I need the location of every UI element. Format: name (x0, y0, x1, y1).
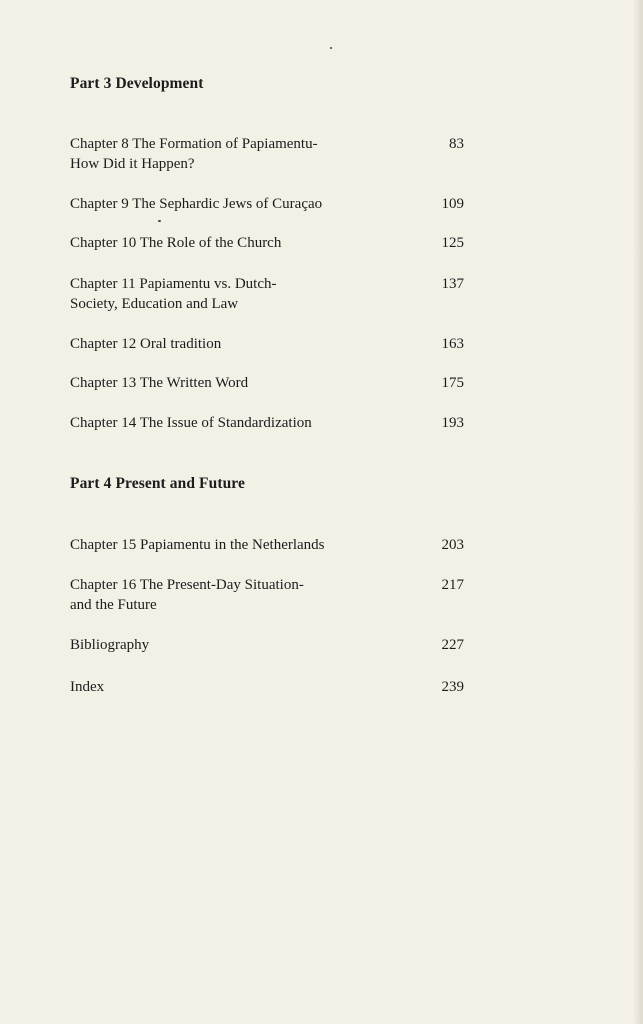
toc-entry (70, 575, 464, 615)
toc-entry (70, 134, 464, 174)
toc-entry-page: 193 (441, 415, 464, 431)
toc-entry-page: 137 (441, 276, 464, 292)
toc-entry-page: 163 (441, 336, 464, 352)
toc-entry (70, 635, 464, 655)
toc-entry-page: 217 (441, 577, 464, 593)
toc-entry-title: Bibliography (70, 637, 150, 653)
toc-entry-title: Index (70, 679, 105, 695)
toc-entry-title: Chapter 9 The Sephardic Jews of Curaçao (70, 196, 323, 212)
toc-entry-title: Chapter 13 The Written Word (70, 375, 249, 391)
toc-entry-title: Chapter 14 The Issue of Standardization (70, 415, 312, 431)
part-3-heading: Part 3 Development (70, 75, 204, 92)
toc-entry (70, 194, 464, 214)
toc-entry-title: Chapter 15 Papiamentu in the Netherlands (70, 537, 325, 553)
paper-speck (158, 220, 161, 222)
toc-entry-title: Chapter 10 The Role of the Church (70, 235, 282, 251)
toc-entry-page: 109 (441, 196, 464, 212)
toc-entry-page: 239 (441, 679, 464, 695)
toc-entry-page: 83 (449, 136, 464, 152)
toc-entry-title: Chapter 8 The Formation of Papiamentu- How Did it Happen? (70, 136, 318, 172)
toc-entry (70, 677, 464, 697)
toc-entry-title: Chapter 11 Papiamentu vs. Dutch- Society, Education and Law (70, 276, 277, 312)
toc-entry (70, 274, 464, 314)
toc-entry (70, 535, 464, 555)
part-4-heading: Part 4 Present and Future (70, 475, 245, 492)
toc-entry-page: 227 (441, 637, 464, 653)
toc-entry-page: 175 (441, 375, 464, 391)
toc-entry (70, 334, 464, 354)
paper-speck (330, 47, 332, 49)
toc-entry (70, 413, 464, 433)
toc-entry-page: 125 (441, 235, 464, 251)
toc-entry-title: Chapter 12 Oral tradition (70, 336, 222, 352)
toc-entry (70, 373, 464, 393)
toc-entry-page: 203 (441, 537, 464, 553)
toc-entry (70, 233, 464, 253)
toc-entry-title: Chapter 16 The Present-Day Situation- and the Future (70, 577, 304, 613)
page-edge-shadow (633, 0, 643, 1024)
